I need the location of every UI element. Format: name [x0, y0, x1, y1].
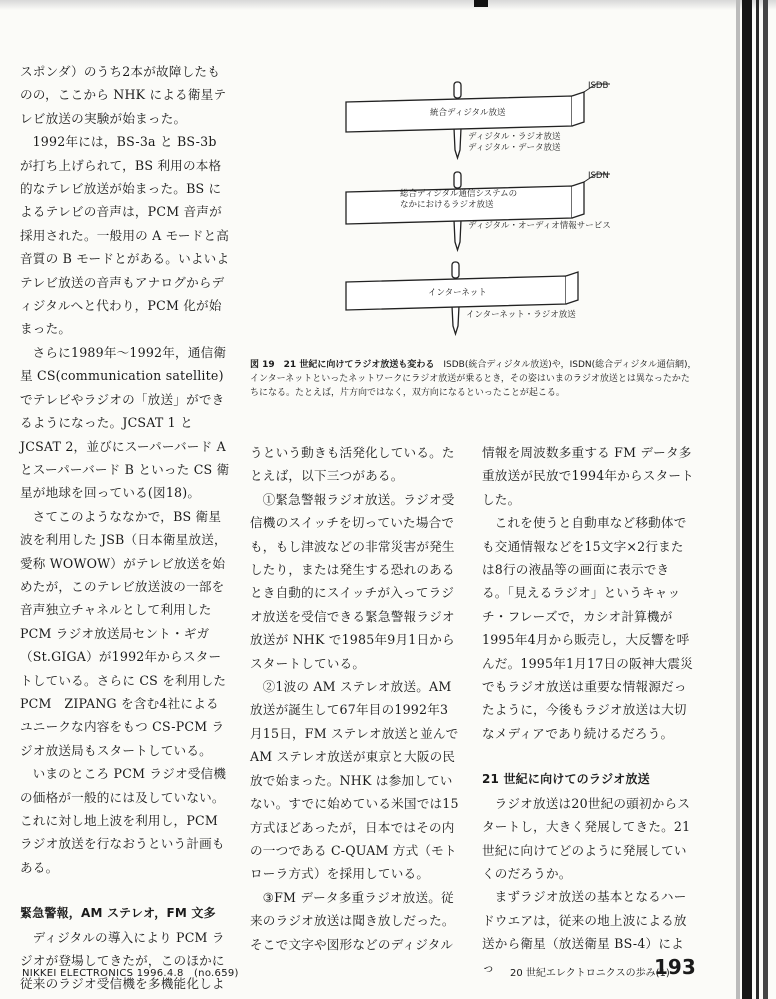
series-footer: 20 世紀エレクトロニクスの歩み(1)	[510, 968, 670, 979]
book-spine-edge	[736, 0, 776, 999]
top-registration-mark	[474, 0, 488, 7]
paragraph: まずラジオ放送の基本となるハードウエアは，従来の地上波による放送から衛星（放送衛星 BS-4）によっ	[482, 889, 687, 975]
sign-sub-label: ディジタル・データ放送	[468, 143, 561, 153]
paragraph: これを使うと自動車など移動体でも交通情報などを15文字×2行または8行の液晶等の画面に表示できる。「見えるラジオ」というキャッチ・フレーズで，カシオ計算機が1995年4月から販売し，大反響を呼んだ。1995年1月17日の阪神大震災でもラジオ放送は重要な情報源だったように，今後もラジオ放送は大切なメディアであり続けるだろう。	[482, 515, 694, 741]
paragraph: スポンダ）のうち2本が故障したものの，ここから NHK による衛星テレビ放送の実験が始まった。	[20, 64, 227, 126]
sign-tag: ISDN	[588, 171, 609, 181]
caption-body: ISDB(統合ディジタル放送)や，ISDN(総合ディジタル通信網)，インターネットといったネットワークにラジオ放送が乗るとき，その姿はいまのラジオ放送とは異なったかたちになる。たとえば，片方向ではなく，双方向になるといったことが起こる。	[250, 360, 697, 398]
paragraph: いまのところ PCM ラジオ受信機の価格が一般的には及していない。これに対し地上波を利用し，PCM ラジオ放送を行なおうという計画もある。	[20, 766, 227, 875]
sign-label: 総合ディジタル通信システムの	[400, 189, 518, 199]
journal-footer: NIKKEI ELECTRONICS 1996.4.8 (no.659)	[22, 968, 239, 979]
sign-sub-label: ディジタル・オーディオ情報サービス	[468, 221, 611, 231]
page-number: 193	[654, 955, 696, 979]
section-heading: 緊急警報，AM ステレオ，FM 文多	[20, 906, 216, 921]
section-heading: 21 世紀に向けてのラジオ放送	[482, 772, 650, 787]
figure-19-signposts	[338, 72, 654, 342]
text-column-2	[250, 441, 460, 956]
paragraph: うという動きも活発化している。たとえば，以下三つがある。	[250, 445, 455, 484]
sign-sub-label: ディジタル・ラジオ放送	[468, 132, 561, 142]
paragraph: さらに1989年～1992年，通信衛星 CS(communication satellite)でテレビやラジオの「放送」ができるようになった。JCSAT 1 と JCSAT 2，並びにスーパーバード A とスーパーバード B といった CS 衛星が地球を回っている(図18)。	[20, 344, 230, 501]
paragraph: ラジオ放送は20世紀の頭初からスタートし，大きく発展してきた。21世紀に向けてどのように発展していくのだろうか。	[482, 795, 691, 881]
sign-label: なかにおけるラジオ放送	[400, 200, 494, 210]
paragraph: ③FM データ多重ラジオ放送。従来のラジオ放送は聞き放しだった。そこで文字や図形などのディジタル	[250, 889, 455, 952]
paragraph: ②1波の AM ステレオ放送。AM 放送が誕生して67年目の1992年3月15日，FM ステレオ放送と並んで AM ステレオ放送が東京と大阪の民放で始まった。NHK は参加していない。すでに始めている米国では15方式ほどあったが，日本ではその内の一つである C-QUAM 方式（モトローラ方式）を採用している。	[250, 679, 459, 882]
sign-tag: ISDB	[588, 81, 609, 91]
paragraph: ①緊急警報ラジオ放送。ラジオ受信機のスイッチを切っていた場合でも，もし津波などの非常災害が発生したり，または発生する恐れのあるとき自動的にスイッチが入ってラジオ放送を受信できる緊急警報ラジオ放送が NHK で1985年9月1日からスタートしている。	[250, 491, 455, 671]
paragraph: 1992年には，BS-3a と BS-3b が打ち上げられて，BS 利用の本格的なテレビ放送が始まった。BS によるテレビの音声は，PCM 音声が採用された。一般用の A モードと高音質の B モードとがある。いよいよテレビ放送の音声もアナログからディジタルへと代わり，PCM 化が始まった。	[20, 134, 230, 337]
paragraph: ディジタルの導入により PCM ラジオが登場してきたが，このほかに従来のラジオ受信機を多機能化しよ	[20, 929, 225, 992]
sign-sub-label: インターネット・ラジオ放送	[466, 310, 576, 320]
figure-caption	[250, 358, 698, 400]
caption-title: 図 19 21 世紀に向けてラジオ放送も変わる	[250, 360, 435, 370]
text-column-1	[20, 60, 230, 996]
sign-label: インターネット	[428, 288, 487, 298]
paragraph: さてこのようななかで，BS 衛星波を利用した JSB（日本衛星放送，愛称 WOWOW）がテレビ放送を始めたが，このテレビ放送波の一部を音声独立チャネルとして利用した PCM ラジオ放送局セント・ギガ（St.GIGA）が1992年からスタートしている。さらに CS を利用した PCM ZIPANG を含む4社によるユニークな内容をもつ CS-PCM ラジオ放送局もスタートしている。	[20, 508, 227, 758]
text-column-3	[482, 441, 694, 979]
sign-label: 統合ディジタル放送	[430, 108, 506, 118]
paragraph: 情報を周波数多重する FM データ多重放送が民放で1994年からスタートした。	[482, 445, 694, 507]
scan-top-shadow	[0, 0, 776, 10]
